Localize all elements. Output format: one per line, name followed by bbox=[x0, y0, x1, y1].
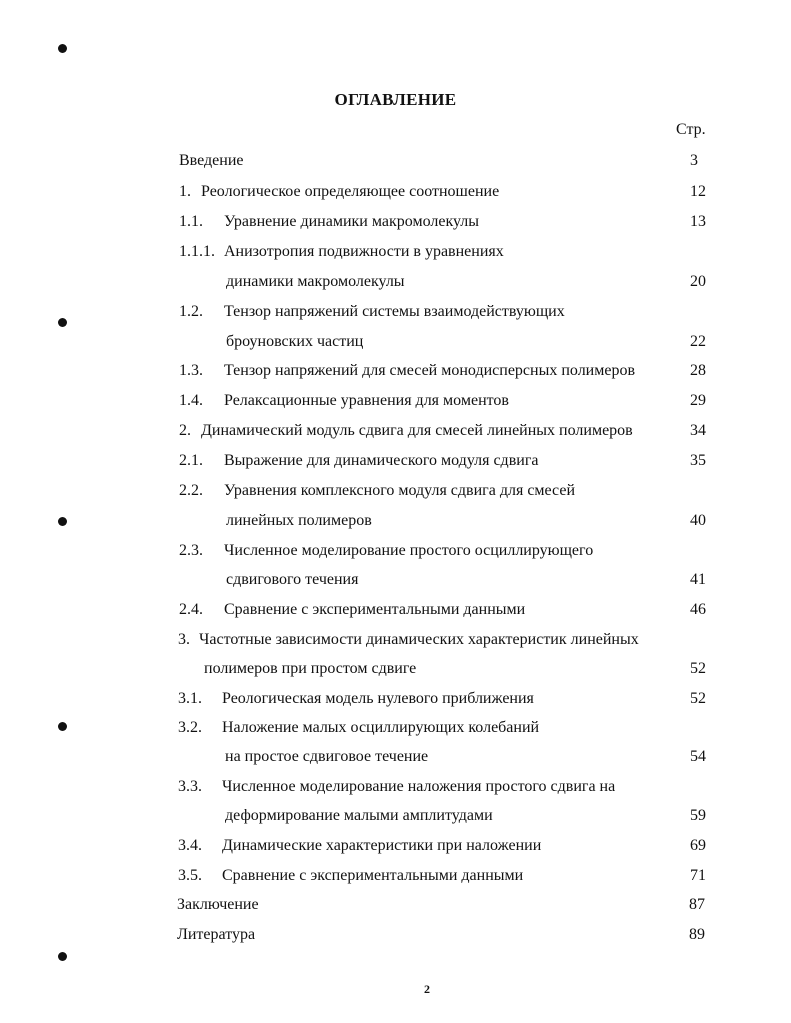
toc-entry-text: Релаксационные уравнения для моментов bbox=[224, 392, 509, 409]
punch-hole-mark bbox=[58, 44, 67, 53]
toc-entry bbox=[179, 182, 499, 202]
toc-entry-number: 3.3. bbox=[178, 778, 202, 795]
toc-entry-text: Введение bbox=[179, 152, 244, 169]
toc-page-number: 40 bbox=[690, 512, 706, 529]
toc-entry-number: 2.1. bbox=[179, 452, 203, 469]
toc-entry bbox=[177, 925, 255, 945]
toc-page-number: 52 bbox=[690, 660, 706, 677]
toc-entry-number: 1. bbox=[179, 183, 191, 200]
toc-page-number: 22 bbox=[690, 333, 706, 350]
toc-page-number: 13 bbox=[690, 213, 706, 230]
toc-page-number: 35 bbox=[690, 452, 706, 469]
toc-entry-number: 2.4. bbox=[179, 601, 203, 618]
toc-page-number: 52 bbox=[690, 690, 706, 707]
toc-entry bbox=[179, 391, 509, 411]
toc-entry bbox=[179, 361, 635, 381]
toc-page-number: 46 bbox=[690, 601, 706, 618]
toc-entry-continuation: линейных полимеров bbox=[226, 512, 372, 529]
toc-title: ОГЛАВЛЕНИЕ bbox=[334, 90, 457, 109]
toc-page-number: 20 bbox=[690, 273, 706, 290]
toc-page-number: 54 bbox=[690, 748, 706, 765]
toc-entry-text: Наложение малых осциллирующих колебаний bbox=[222, 719, 540, 736]
toc-entry-text: Численное моделирование наложения простого сдвига на bbox=[222, 778, 616, 795]
pages-column-header: Стр. bbox=[676, 121, 706, 138]
page-number: 2 bbox=[424, 982, 430, 996]
toc-entry bbox=[178, 777, 615, 797]
toc-entry bbox=[179, 481, 575, 501]
toc-entry-number: 1.1.1. bbox=[179, 243, 215, 260]
toc-entry-number: 3.2. bbox=[178, 719, 202, 736]
toc-entry bbox=[177, 895, 259, 915]
toc-entry-text: Реологическая модель нулевого приближения bbox=[222, 690, 534, 707]
toc-entry bbox=[179, 151, 244, 171]
toc-page-number: 12 bbox=[690, 183, 706, 200]
toc-entry-number: 3.1. bbox=[178, 690, 202, 707]
toc-page-number: 28 bbox=[690, 362, 706, 379]
toc-entry-text: Выражение для динамического модуля сдвига bbox=[224, 452, 539, 469]
toc-entry bbox=[178, 866, 523, 886]
toc-page-number: 59 bbox=[690, 807, 706, 824]
toc-entry-continuation: полимеров при простом сдвиге bbox=[204, 660, 417, 677]
toc-entry-number: 2.3. bbox=[179, 542, 203, 559]
toc-entry bbox=[178, 836, 541, 856]
toc-entry-continuation: броуновских частиц bbox=[226, 333, 364, 350]
toc-entry bbox=[179, 421, 633, 441]
toc-entry-number: 3.4. bbox=[178, 837, 202, 854]
toc-entry-text: Тензор напряжений для смесей монодисперсных полимеров bbox=[224, 362, 636, 379]
toc-entry-text: Тензор напряжений системы взаимодействующих bbox=[224, 303, 565, 320]
toc-entry-number: 3.5. bbox=[178, 867, 202, 884]
toc-entry-text: Сравнение с экспериментальными данными bbox=[222, 867, 524, 884]
toc-entry-text: Динамический модуль сдвига для смесей линейных полимеров bbox=[201, 422, 633, 439]
punch-hole-mark bbox=[58, 952, 67, 961]
toc-entry-text: Уравнения комплексного модуля сдвига для смесей bbox=[224, 482, 575, 499]
toc-entry-continuation: динамики макромолекулы bbox=[226, 273, 405, 290]
toc-page-number: 87 bbox=[689, 896, 705, 913]
toc-page-number: 71 bbox=[690, 867, 706, 884]
toc-entry-text: Уравнение динамики макромолекулы bbox=[224, 213, 480, 230]
toc-entry bbox=[178, 718, 539, 738]
toc-entry-text: Динамические характеристики при наложении bbox=[222, 837, 542, 854]
toc-page-number: 41 bbox=[690, 571, 706, 588]
toc-entry-continuation: сдвигового течения bbox=[226, 571, 359, 588]
toc-entry-text: Заключение bbox=[177, 896, 259, 913]
toc-entry-continuation: деформирование малыми амплитудами bbox=[225, 807, 493, 824]
toc-entry-number: 3. bbox=[178, 631, 190, 648]
toc-page-number: 29 bbox=[690, 392, 706, 409]
toc-page-number: 89 bbox=[689, 926, 705, 943]
toc-entry bbox=[178, 689, 534, 709]
toc-entry bbox=[179, 302, 565, 322]
toc-entry-text: Литература bbox=[177, 926, 256, 943]
toc-entry bbox=[179, 451, 538, 471]
toc-page-number: 3 bbox=[690, 152, 698, 169]
toc-page-number: 69 bbox=[690, 837, 706, 854]
toc-entry-text: Анизотропия подвижности в уравнениях bbox=[224, 243, 504, 260]
toc-entry-text: Сравнение с экспериментальными данными bbox=[224, 601, 526, 618]
punch-hole-mark bbox=[58, 318, 67, 327]
toc-page-number: 34 bbox=[690, 422, 706, 439]
toc-entry bbox=[179, 212, 479, 232]
toc-entry bbox=[178, 630, 639, 650]
toc-entry-number: 1.2. bbox=[179, 303, 203, 320]
toc-entry bbox=[179, 242, 504, 262]
toc-entry bbox=[179, 541, 593, 561]
toc-entry-text: Частотные зависимости динамических характеристик линейных bbox=[199, 631, 639, 648]
toc-entry bbox=[179, 600, 525, 620]
punch-hole-mark bbox=[58, 517, 67, 526]
toc-entry-continuation: на простое сдвиговое течение bbox=[225, 748, 429, 765]
toc-entry-number: 1.4. bbox=[179, 392, 203, 409]
punch-hole-mark bbox=[58, 722, 67, 731]
toc-entry-number: 1.3. bbox=[179, 362, 203, 379]
toc-entry-number: 2. bbox=[179, 422, 191, 439]
toc-entry-number: 2.2. bbox=[179, 482, 203, 499]
toc-entry-text: Реологическое определяющее соотношение bbox=[201, 183, 500, 200]
toc-entry-text: Численное моделирование простого осциллирующего bbox=[224, 542, 594, 559]
toc-entry-number: 1.1. bbox=[179, 213, 203, 230]
